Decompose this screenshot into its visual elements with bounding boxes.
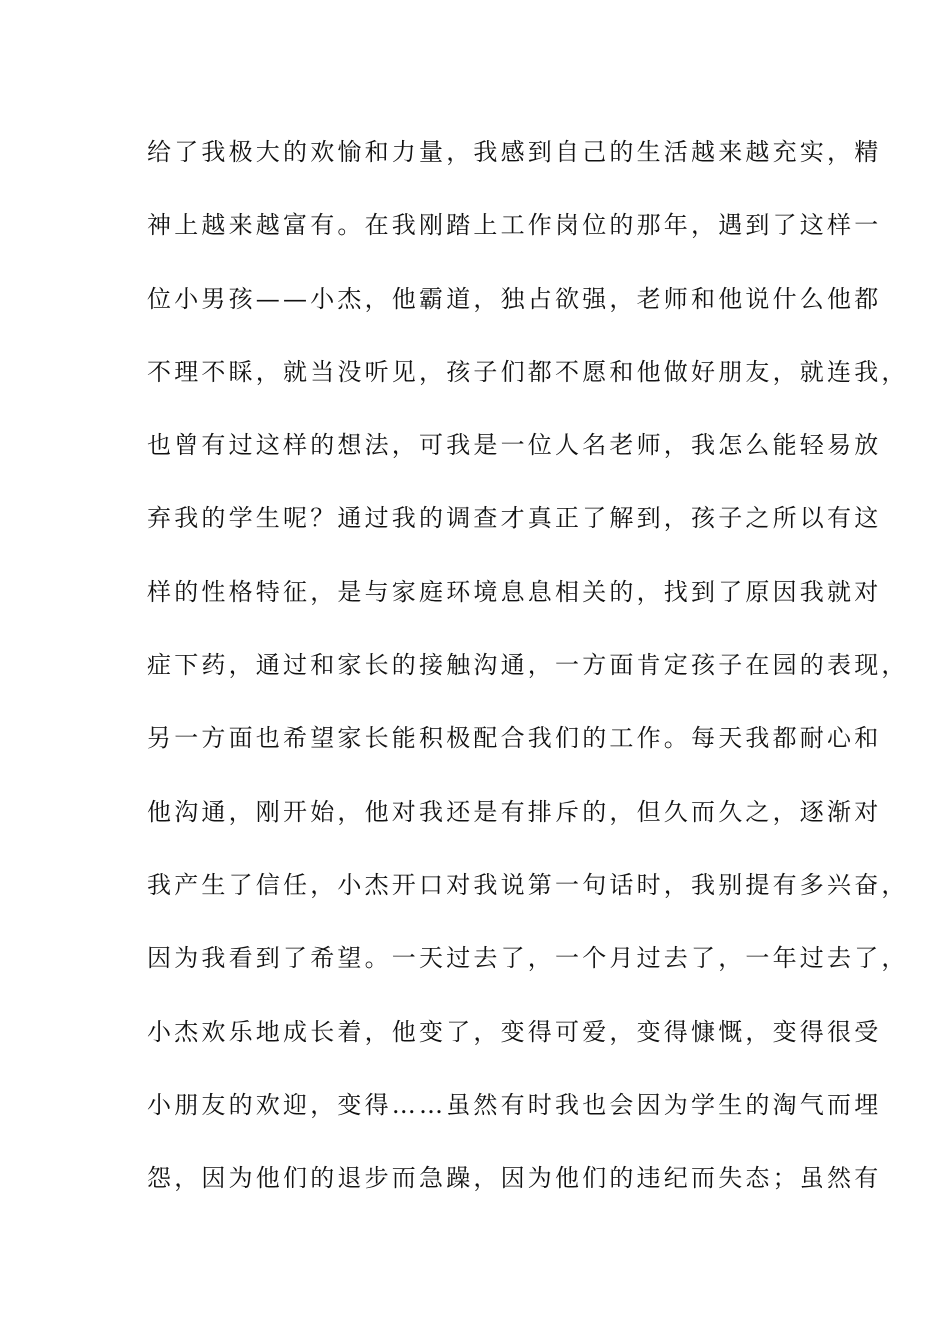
text-line-6: 弃我的学生呢？通过我的调查才真正了解到，孩子之所以有这	[147, 504, 882, 533]
body-text	[147, 132, 909, 1231]
text-line-5: 也曾有过这样的想法，可我是一位人名老师，我怎么能轻易放	[147, 431, 882, 460]
text-line-2: 神上越来越富有。在我刚踏上工作岗位的那年，遇到了这样一	[147, 211, 882, 240]
text-line-8: 症下药，通过和家长的接触沟通，一方面肯定孩子在园的表现，	[147, 651, 909, 680]
text-line-4: 不理不睬，就当没听见，孩子们都不愿和他做好朋友，就连我，	[147, 357, 909, 386]
text-line-11: 我产生了信任，小杰开口对我说第一句话时，我别提有多兴奋，	[147, 870, 909, 899]
text-line-9: 另一方面也希望家长能积极配合我们的工作。每天我都耐心和	[147, 724, 882, 753]
text-line-1: 给了我极大的欢愉和力量，我感到自己的生活越来越充实，精	[147, 138, 882, 166]
text-line-14: 小朋友的欢迎，变得……虽然有时我也会因为学生的淘气而埋	[147, 1090, 882, 1119]
text-line-15: 怨，因为他们的退步而急躁，因为他们的违纪而失态；虽然有	[147, 1164, 882, 1193]
text-line-10: 他沟通，刚开始，他对我还是有排斥的，但久而久之，逐渐对	[147, 797, 882, 826]
text-line-3: 位小男孩——小杰，他霸道，独占欲强，老师和他说什么他都	[147, 284, 882, 313]
text-line-13: 小杰欢乐地成长着，他变了，变得可爱，变得慷慨，变得很受	[147, 1017, 882, 1046]
text-line-12: 因为我看到了希望。一天过去了，一个月过去了，一年过去了，	[147, 944, 909, 973]
text-line-7: 样的性格特征，是与家庭环境息息相关的，找到了原因我就对	[147, 577, 882, 606]
